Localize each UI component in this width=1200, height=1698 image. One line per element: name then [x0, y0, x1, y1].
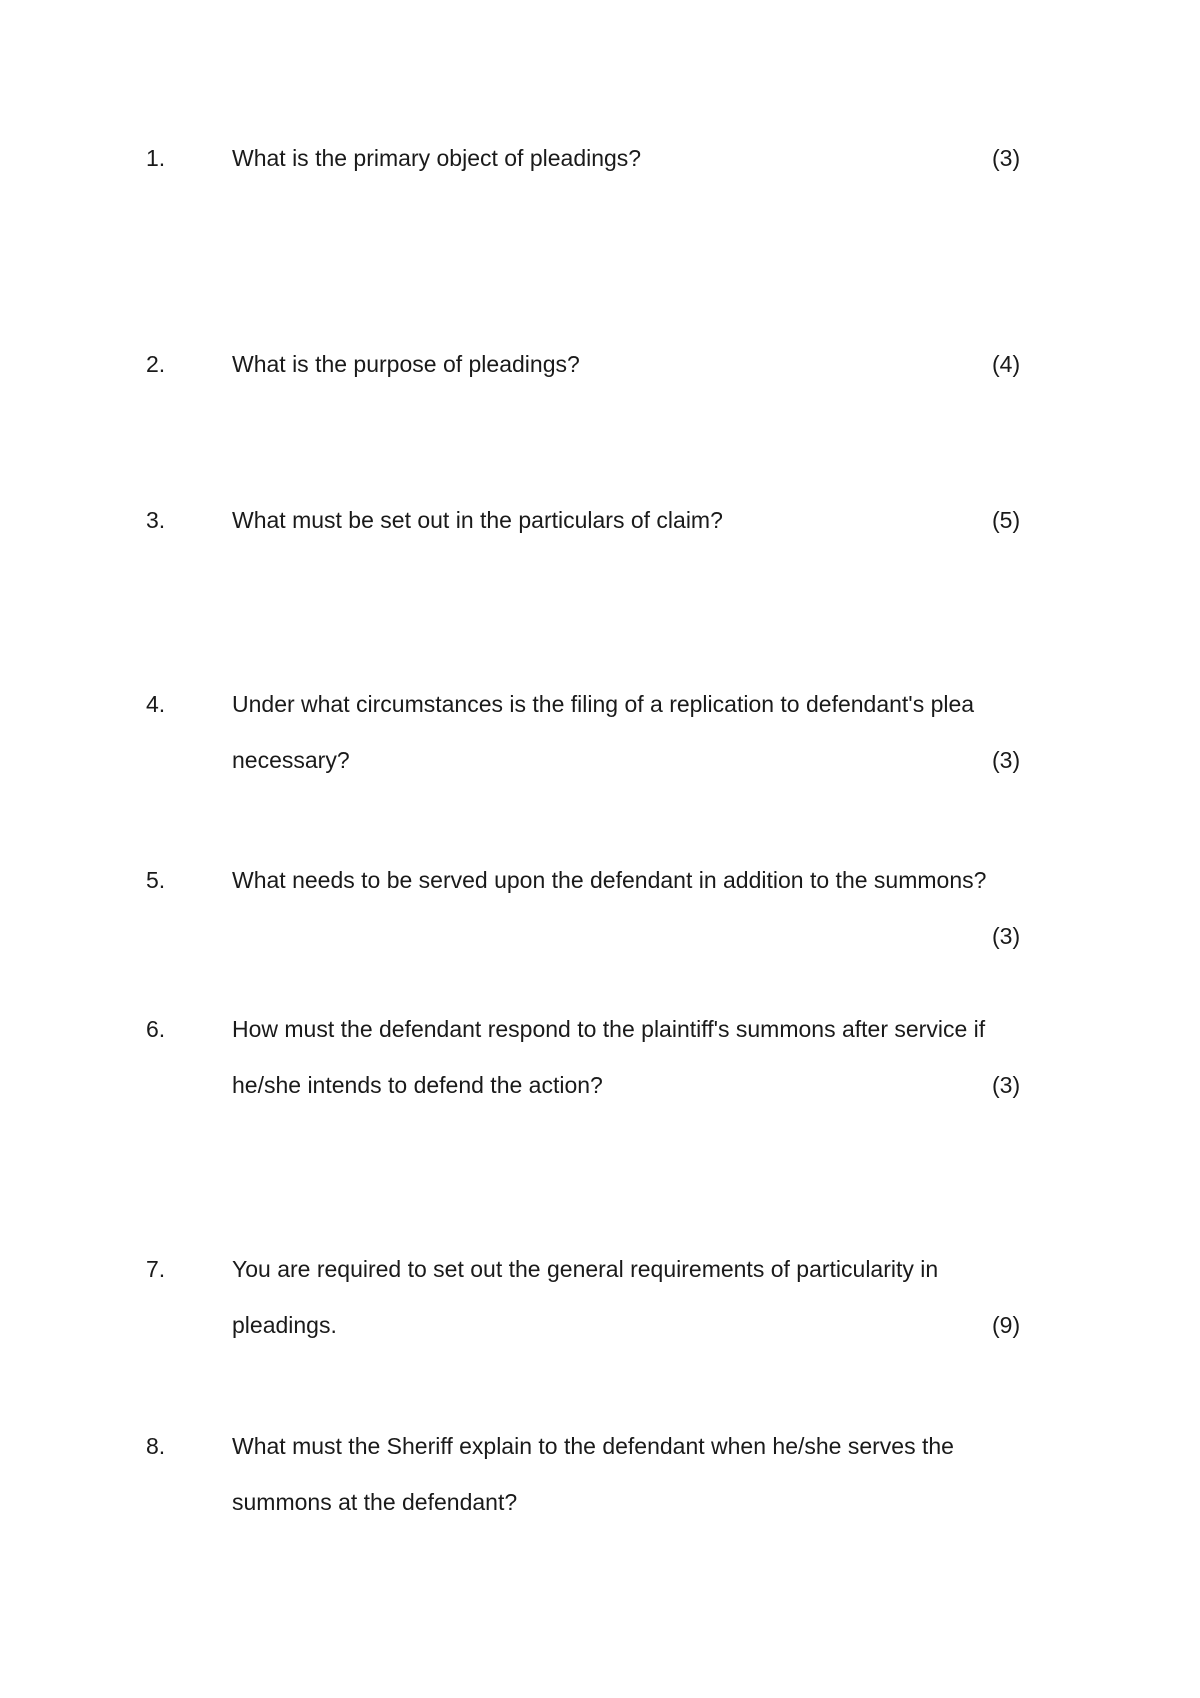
question-number: 8. — [146, 1433, 166, 1459]
question-text-line-2: pleadings. — [232, 1312, 337, 1338]
question-number: 6. — [146, 1016, 166, 1042]
question-text: What is the purpose of pleadings? — [232, 351, 580, 377]
question-marks: (5) — [992, 507, 1021, 533]
question-text-line-2: he/she intends to defend the action? — [232, 1072, 603, 1098]
question-text: What must be set out in the particulars of claim? — [232, 507, 723, 533]
question-text-line-1: Under what circumstances is the filing of a replication to defendant's plea — [232, 691, 975, 717]
question-number: 7. — [146, 1256, 166, 1282]
question-text-line-2: summons at the defendant? — [232, 1489, 518, 1515]
question-number: 3. — [146, 507, 166, 533]
question-marks: (3) — [992, 923, 1021, 949]
question-marks: (3) — [992, 1072, 1021, 1098]
question-text: What needs to be served upon the defendant in addition to the summons? — [232, 867, 987, 893]
question-text: What is the primary object of pleadings? — [232, 145, 642, 171]
question-marks: (3) — [992, 747, 1021, 773]
question-number: 4. — [146, 691, 166, 717]
question-text-line-1: What must the Sheriff explain to the defendant when he/she serves the — [232, 1433, 954, 1459]
question-marks: (9) — [992, 1312, 1021, 1338]
question-marks: (3) — [992, 145, 1021, 171]
question-number: 5. — [146, 867, 166, 893]
question-text-line-1: You are required to set out the general requirements of particularity in — [232, 1256, 939, 1282]
question-marks: (4) — [992, 351, 1021, 377]
question-text-line-2: necessary? — [232, 747, 350, 773]
question-text-line-1: How must the defendant respond to the plaintiff's summons after service if — [232, 1016, 986, 1042]
question-number: 2. — [146, 351, 166, 377]
question-number: 1. — [146, 145, 166, 171]
